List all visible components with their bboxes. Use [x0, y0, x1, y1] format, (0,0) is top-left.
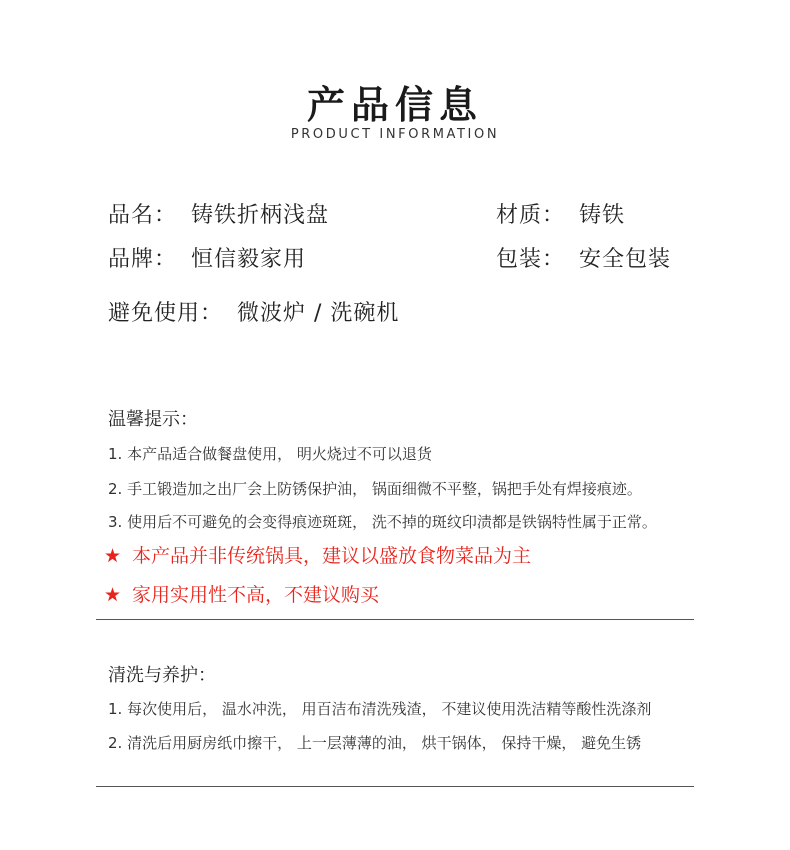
care-item: 2. 清洗后用厨房纸巾擦干， 上一层薄薄的油， 烘干锅体， 保持干燥， 避免生锈	[108, 734, 642, 752]
material-row	[496, 198, 625, 229]
material-value: 铸铁	[579, 203, 626, 228]
warning-text: 本产品并非传统锅具，建议以盛放食物菜品为主	[132, 545, 532, 567]
product-name-label: 品名：	[108, 203, 178, 228]
product-name-row	[108, 198, 329, 229]
brand-row	[108, 242, 306, 273]
page-title: 产品信息	[306, 83, 483, 127]
material-label: 材质：	[496, 203, 566, 228]
tips-heading: 温馨提示：	[108, 409, 198, 430]
brand-label: 品牌：	[108, 247, 178, 272]
star-icon: ★	[104, 584, 122, 606]
section-divider	[96, 786, 694, 787]
warning-item	[104, 580, 379, 607]
star-icon: ★	[104, 545, 122, 567]
package-value: 安全包装	[579, 247, 672, 272]
avoid-use-value: 微波炉 / 洗碗机	[237, 301, 400, 326]
tip-item: 1. 本产品适合做餐盘使用， 明火烧过不可以退货	[108, 445, 432, 463]
section-divider	[96, 619, 694, 620]
warning-item	[104, 541, 531, 568]
warning-text: 家用实用性不高，不建议购买	[132, 584, 380, 606]
avoid-use-row	[108, 296, 399, 327]
product-name-value: 铸铁折柄浅盘	[191, 203, 330, 228]
care-item: 1. 每次使用后， 温水冲洗， 用百洁布清洗残渣， 不建议使用洗洁精等酸性洗涤剂	[108, 700, 652, 718]
brand-value: 恒信毅家用	[191, 247, 307, 272]
tip-item: 3. 使用后不可避免的会变得痕迹斑斑， 洗不掉的斑纹印渍都是铁锅特性属于正常。	[108, 513, 657, 531]
package-row	[496, 242, 671, 273]
package-label: 包装：	[496, 247, 566, 272]
page-subtitle: PRODUCT INFORMATION	[290, 127, 500, 142]
avoid-use-label: 避免使用：	[108, 301, 224, 326]
care-heading: 清洗与养护：	[108, 665, 216, 686]
tip-item: 2. 手工锻造加之出厂会上防锈保护油， 锅面细微不平整，锅把手处有焊接痕迹。	[108, 480, 642, 498]
